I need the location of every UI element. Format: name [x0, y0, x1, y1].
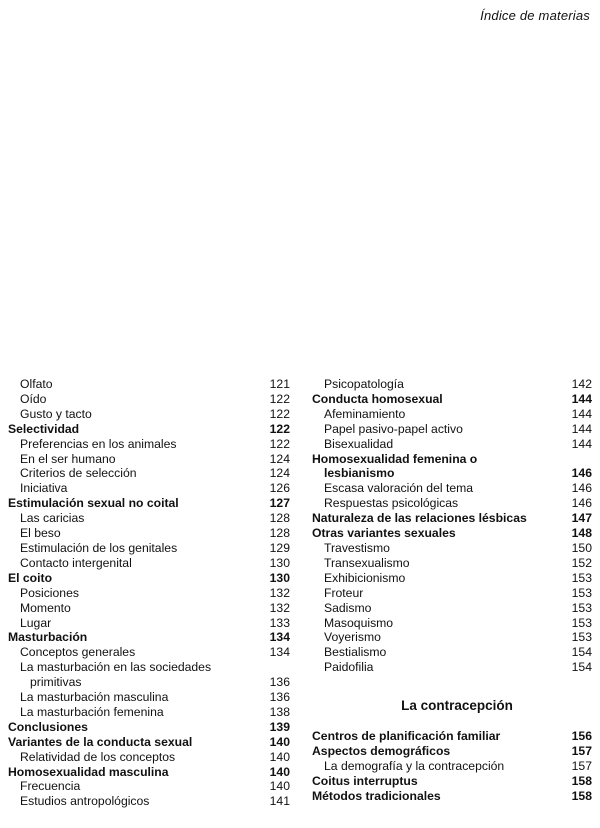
index-entry: [8, 556, 290, 571]
index-entry: [312, 392, 592, 407]
index-entry-label: Estimulación de los genitales: [20, 540, 178, 555]
index-entry-label: lesbianismo: [324, 466, 395, 481]
index-entry-page: 124: [269, 466, 290, 481]
index-entry-label: Sadismo: [324, 600, 372, 615]
index-column-right: [312, 377, 592, 804]
index-entry-label: Naturaleza de las relaciones lésbicas: [312, 511, 527, 526]
index-entry-page: 132: [269, 585, 290, 600]
index-entry-label: Relatividad de los conceptos: [20, 749, 176, 764]
index-entry-page: 140: [269, 764, 290, 779]
index-entry-label: Conducta homosexual: [312, 391, 443, 406]
index-entry: [8, 645, 290, 660]
index-entry-page: 134: [269, 645, 290, 660]
index-entry-page: 144: [571, 391, 592, 406]
index-entry: [8, 660, 290, 675]
index-entry-label: Aspectos demográficos: [312, 744, 451, 759]
index-entry-page: 156: [571, 729, 592, 744]
index-entry-label: Centros de planificación familiar: [312, 729, 501, 744]
index-entry-page: 153: [571, 615, 592, 630]
index-entry-page: 141: [269, 794, 290, 809]
index-entry-label: primitivas: [30, 675, 82, 690]
index-entry: [312, 511, 592, 526]
index-entry: [312, 571, 592, 586]
index-entry-label: Bisexualidad: [324, 436, 394, 451]
index-entry: [8, 377, 290, 392]
index-entry-label: Selectividad: [8, 421, 80, 436]
index-entry-page: 126: [269, 481, 290, 496]
index-entry-page: 146: [571, 466, 592, 481]
index-entry-page: 128: [269, 526, 290, 541]
index-entry-label: Transexualismo: [324, 555, 410, 570]
index-entry-label: Escasa valoración del tema: [324, 481, 474, 496]
index-entry: [8, 496, 290, 511]
index-entry-label: Criterios de selección: [20, 466, 137, 481]
index-entry-label: Estimulación sexual no coital: [8, 496, 179, 511]
index-entry-label: Froteur: [324, 585, 364, 600]
index-entry-label: Paidofilia: [324, 660, 374, 675]
index-entry-label: Otras variantes sexuales: [312, 526, 456, 541]
index-entry-page: 140: [269, 734, 290, 749]
index-entry: [8, 705, 290, 720]
index-entry: [8, 616, 290, 631]
index-entry-page: 153: [571, 570, 592, 585]
index-entry: [312, 452, 592, 467]
index-entry: [8, 526, 290, 541]
index-entry-page: 146: [571, 496, 592, 511]
index-entry: [312, 645, 592, 660]
index-entry-label: Voyerismo: [324, 630, 381, 645]
index-entry: [312, 481, 592, 496]
index-entry-page: 139: [269, 719, 290, 734]
index-entry: [8, 779, 290, 794]
index-column-left: [8, 377, 290, 809]
index-entry-page: 122: [269, 421, 290, 436]
index-entry: [8, 407, 290, 422]
index-entry: [8, 675, 290, 690]
index-entry: [312, 616, 592, 631]
index-entry-page: 127: [269, 496, 290, 511]
index-entry-page: 146: [571, 481, 592, 496]
index-entry-label: Frecuencia: [20, 779, 81, 794]
index-entry-page: 134: [269, 630, 290, 645]
index-entry: [8, 630, 290, 645]
index-entry-page: 150: [571, 540, 592, 555]
index-entry: [8, 735, 290, 750]
index-entry-label: Preferencias en los animales: [20, 436, 177, 451]
index-entry-page: 154: [571, 660, 592, 675]
index-entry-page: 158: [571, 773, 592, 788]
index-entry: [8, 466, 290, 481]
index-entry-page: 132: [269, 600, 290, 615]
index-entry-page: 153: [571, 630, 592, 645]
index-entry-page: 136: [269, 690, 290, 705]
index-entry: [312, 377, 592, 392]
index-entry: [312, 744, 592, 759]
index-entry-page: 154: [571, 645, 592, 660]
index-entry: [312, 789, 592, 804]
index-entry-label: Bestialismo: [324, 645, 387, 660]
index-entry-label: Variantes de la conducta sexual: [8, 734, 193, 749]
index-entry: [8, 794, 290, 809]
index-entry-page: 133: [269, 615, 290, 630]
index-entry: [8, 765, 290, 780]
index-entry-label: Exhibicionismo: [324, 570, 406, 585]
index-entry-page: 157: [571, 758, 592, 773]
index-entry-page: 122: [269, 436, 290, 451]
index-entry-label: Olfato: [20, 377, 53, 391]
index-entry-label: Contacto intergenital: [20, 555, 132, 570]
index-entry-label: El beso: [20, 526, 61, 541]
index-entry: [312, 466, 592, 481]
index-entry: [8, 422, 290, 437]
index-entry-label: En el ser humano: [20, 451, 116, 466]
index-entry-label: Afeminamiento: [324, 406, 406, 421]
index-entry: [312, 437, 592, 452]
index-entry: [312, 422, 592, 437]
index-entry-page: 122: [269, 391, 290, 406]
section-title: La contracepción: [401, 698, 513, 714]
index-entry-page: 142: [571, 377, 592, 391]
index-entry-page: 144: [571, 406, 592, 421]
index-entry: [8, 392, 290, 407]
index-entry-label: La demografía y la contracepción: [324, 758, 505, 773]
index-entry-label: La masturbación femenina: [20, 704, 164, 719]
index-entry: [8, 511, 290, 526]
index-entry-label: Oído: [20, 391, 47, 406]
index-entry-page: 144: [571, 436, 592, 451]
index-entry-page: 140: [269, 749, 290, 764]
index-entry: [312, 660, 592, 675]
index-entry-page: 121: [269, 377, 290, 391]
index-entry-page: 140: [269, 779, 290, 794]
index-entry-label: El coito: [8, 570, 53, 585]
index-entry-page: 153: [571, 585, 592, 600]
index-entry-label: Iniciativa: [20, 481, 68, 496]
index-entry: [8, 750, 290, 765]
index-entry: [312, 601, 592, 616]
index-entry-label: La masturbación en las sociedades: [20, 660, 212, 675]
index-entry: [8, 601, 290, 616]
index-entry-label: Psicopatología: [324, 377, 404, 391]
index-entry-page: 153: [571, 600, 592, 615]
index-entry: [8, 437, 290, 452]
index-entry-label: Métodos tradicionales: [312, 788, 441, 803]
index-entry-label: Lugar: [20, 615, 52, 630]
index-entry: [312, 496, 592, 511]
index-entry-label: Momento: [20, 600, 71, 615]
index-entry-label: Las caricias: [20, 511, 85, 526]
index-entry-page: 148: [571, 526, 592, 541]
index-entry: [8, 481, 290, 496]
index-entry: [312, 630, 592, 645]
index-entry-label: Homosexualidad masculina: [8, 764, 169, 779]
index-entry-label: Posiciones: [20, 585, 79, 600]
index-entry: [312, 541, 592, 556]
index-entry: [312, 586, 592, 601]
index-entry-label: Conclusiones: [8, 719, 88, 734]
index-entry-label: Respuestas psicológicas: [324, 496, 459, 511]
index-entry: [8, 452, 290, 467]
index-entry-label: Travestismo: [324, 540, 390, 555]
index-entry: [312, 407, 592, 422]
index-entry: [8, 720, 290, 735]
index-entry-page: 157: [571, 744, 592, 759]
index-entry-page: 138: [269, 704, 290, 719]
index-entry-label: Papel pasivo-papel activo: [324, 421, 463, 436]
index-entry: [8, 541, 290, 556]
index-entry: [312, 729, 592, 744]
index-entry-page: 129: [269, 540, 290, 555]
index-entry-page: 128: [269, 511, 290, 526]
index-entry: [8, 571, 290, 586]
index-entry-label: Masturbación: [8, 630, 88, 645]
index-entry-label: Masoquismo: [324, 615, 394, 630]
index-entry-page: 158: [571, 788, 592, 803]
index-list-right-bottom: [312, 729, 592, 804]
index-list-right-top: [312, 377, 592, 675]
index-entry-page: 152: [571, 555, 592, 570]
index-entry: [312, 526, 592, 541]
index-entry-page: 130: [269, 570, 290, 585]
index-entry: [8, 586, 290, 601]
index-entry-label: Gusto y tacto: [20, 406, 92, 421]
index-entry-label: Estudios antropológicos: [20, 794, 150, 809]
running-head: Índice de materias: [480, 8, 590, 23]
index-entry: [8, 690, 290, 705]
index-entry-page: 122: [269, 406, 290, 421]
index-entry: [312, 759, 592, 774]
index-entry: [312, 556, 592, 571]
index-entry-label: Homosexualidad femenina o: [312, 451, 478, 466]
index-entry: [312, 774, 592, 789]
index-entry-label: Coitus interruptus: [312, 773, 418, 788]
index-entry-label: La masturbación masculina: [20, 690, 169, 705]
index-entry-label: Conceptos generales: [20, 645, 136, 660]
index-entry-page: 130: [269, 555, 290, 570]
index-entry-page: 136: [269, 675, 290, 690]
index-entry-page: 144: [571, 421, 592, 436]
index-entry-page: 147: [571, 511, 592, 526]
index-entry-page: 124: [269, 451, 290, 466]
